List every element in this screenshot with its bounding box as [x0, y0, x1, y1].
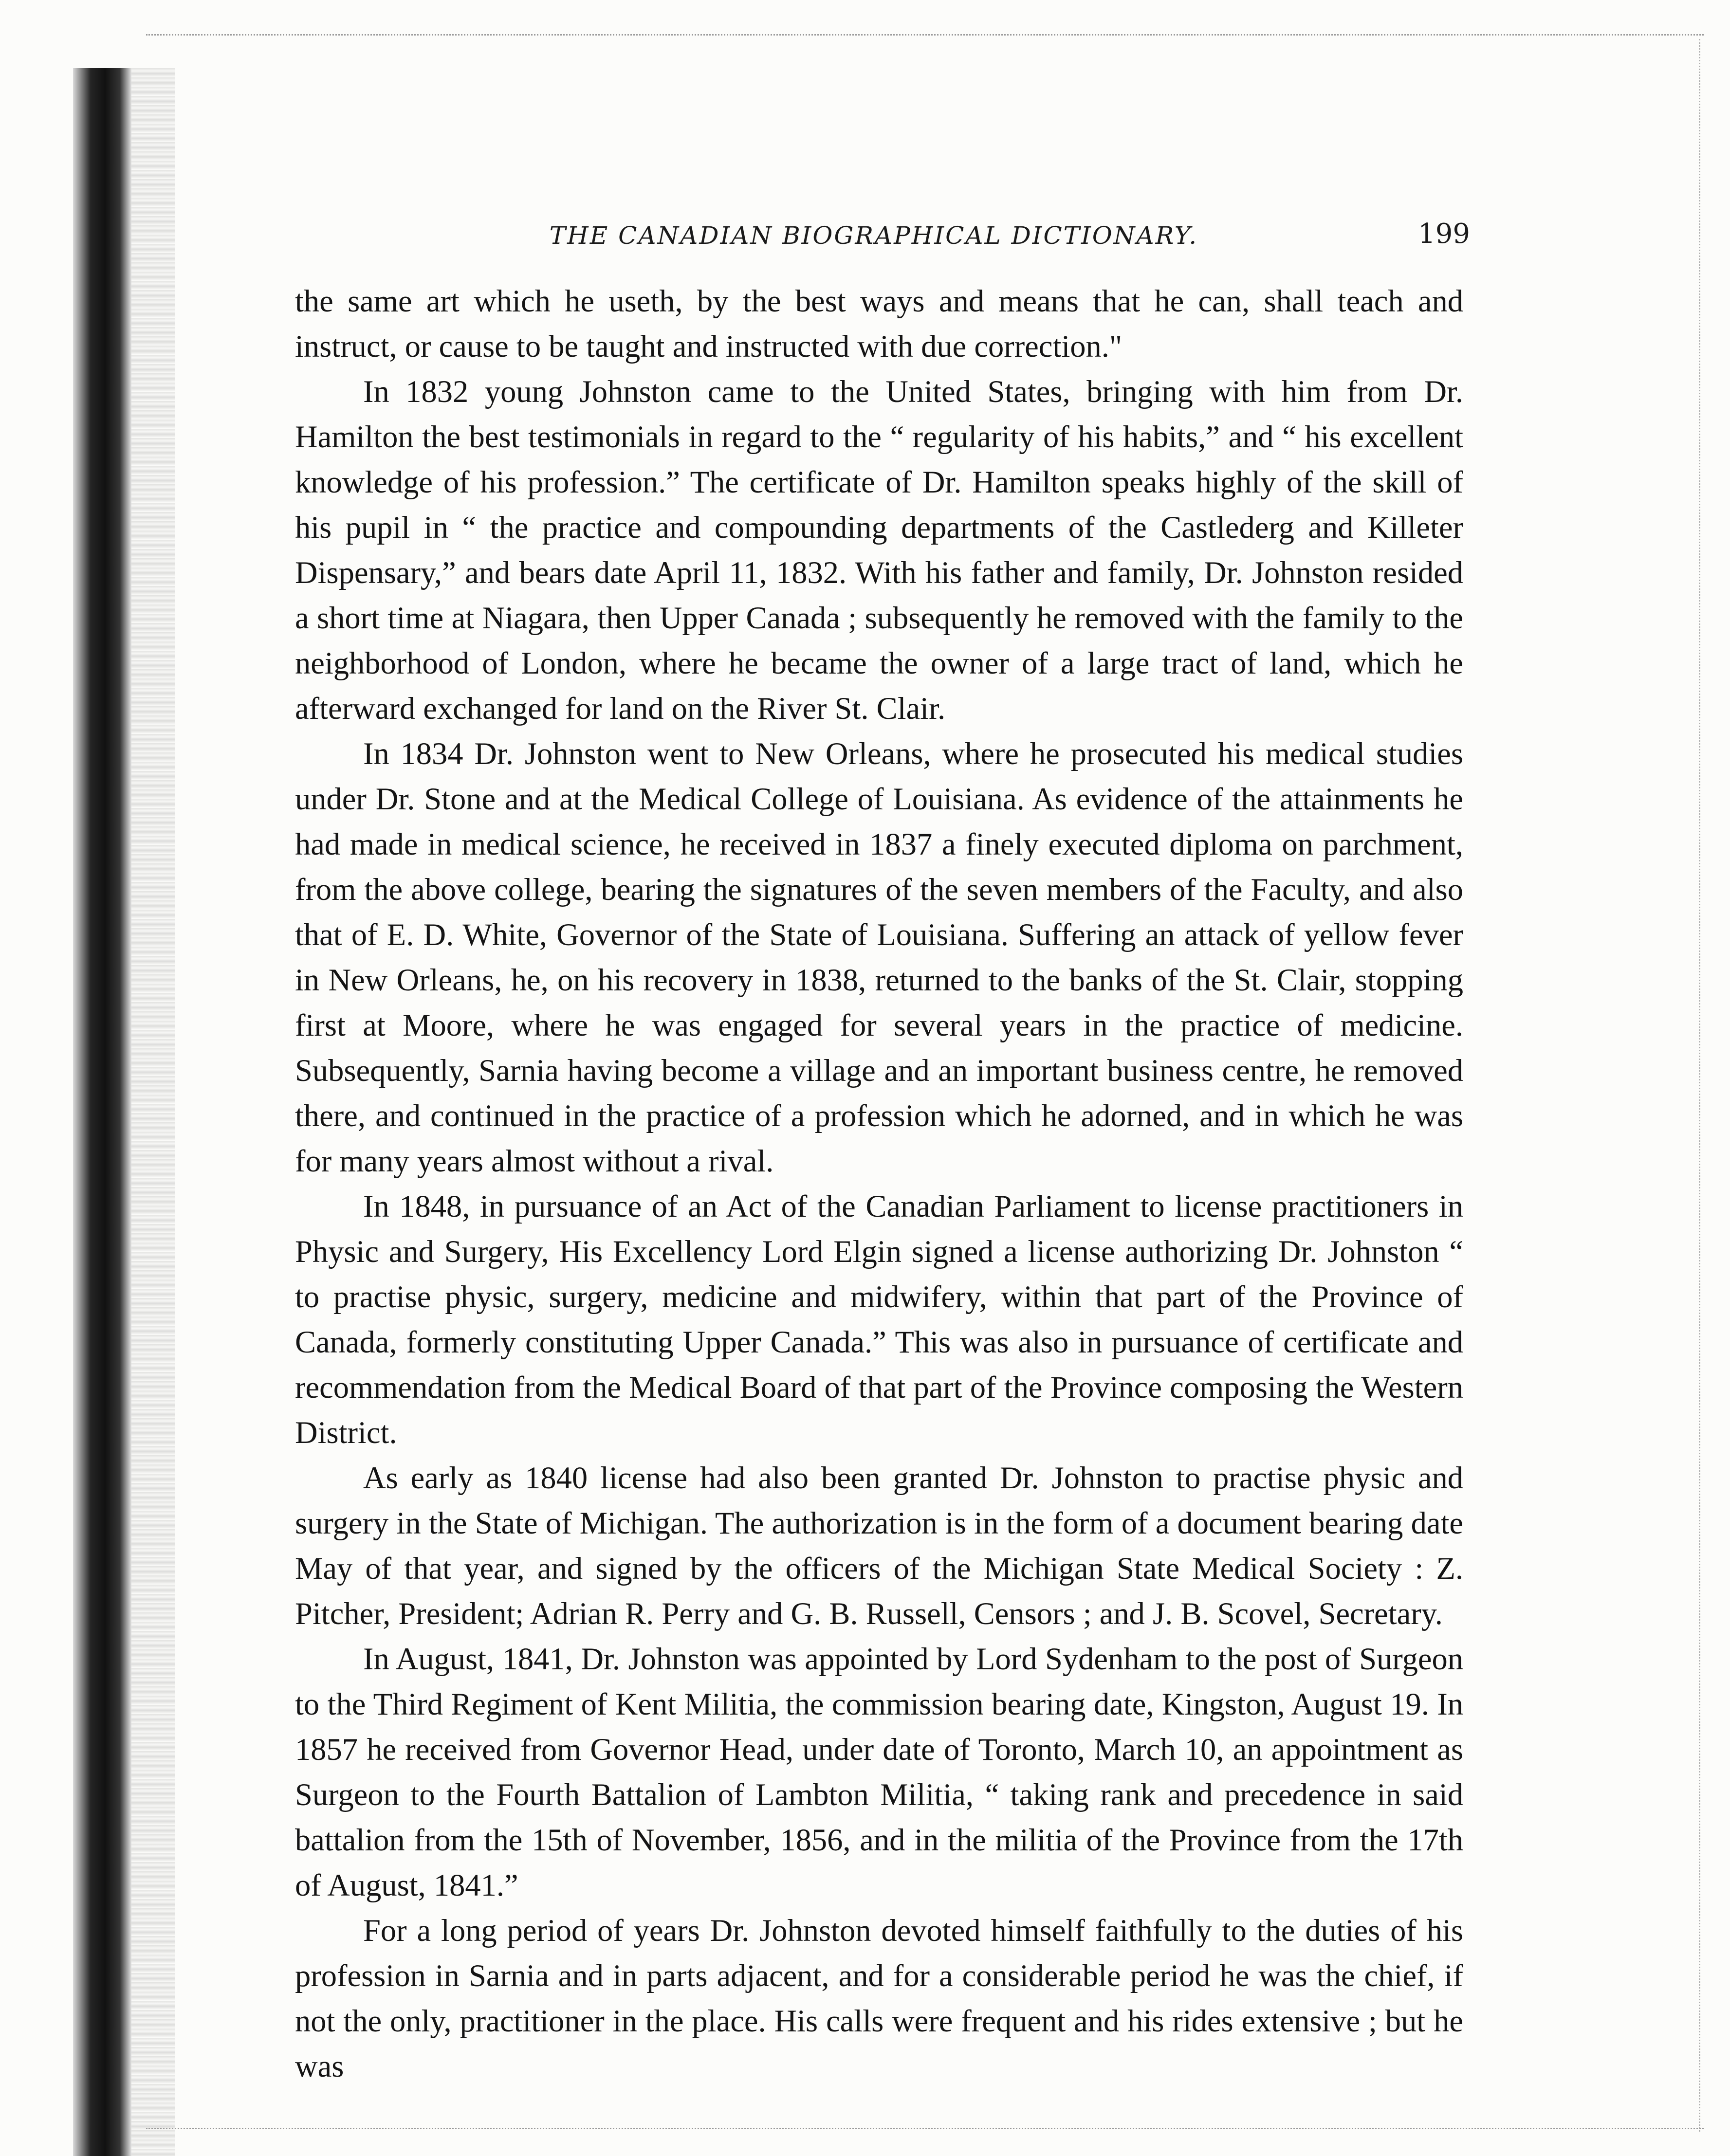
paragraph: In 1848, in pursuance of an Act of the Canadian Parliament to license practitioners in Physic and Surgery, His Excellency Lord Elgin signed a license authorizing Dr. Johnston “ to practise physic, surgery, medicine and midwifery, within that part of the Province of Canada, formerly constituting Upper Canada.” This was also in pursuance of certificate and recommendation from the Medical Board of that part of the Province composing the Western District.: [295, 1189, 1463, 1450]
page-number: 199: [1418, 218, 1470, 250]
paragraph: As early as 1840 license had also been granted Dr. Johnston to practise physic and surgery in the State of Michigan. The authorization is in the form of a document bearing date May of that year, and signed by the officers of the Michigan State Medical Society : Z. Pitcher, President; Adrian R. Perry and G. B. Russell, Censors ; and J. B. Scovel, Secretary.: [295, 1461, 1463, 1631]
binding-shadow: [131, 68, 175, 2156]
scan-top-edge: [146, 34, 1704, 40]
paragraph: For a long period of years Dr. Johnston devoted himself faithfully to the duties of his profession in Sarnia and in parts adjacent, and for a considerable period he was the chief, if not the only, practitioner in the place. His calls were frequent and his rides extensive ; but he was: [295, 1913, 1463, 2083]
paragraph: In August, 1841, Dr. Johnston was appointed by Lord Sydenham to the post of Surgeon to the Third Regiment of Kent Militia, the commission bearing date, Kingston, August 19. In 1857 he received from Governor Head, under date of Toronto, March 10, an appointment as Surgeon to the Fourth Battalion of Lambton Militia, “ taking rank and precedence in said battalion from the 15th of November, 1856, and in the militia of the Province from the 17th of August, 1841.”: [295, 1642, 1463, 1902]
body-text: [295, 278, 1463, 2089]
paragraph: In 1832 young Johnston came to the United States, bringing with him from Dr. Hamilton the best testimonials in regard to the “ regularity of his habits,” and “ his excellent knowledge of his profession.” The certificate of Dr. Hamilton speaks highly of the skill of his pupil in “ the practice and compounding departments of the Castlederg and Killeter Dispensary,” and bears date April 11, 1832. With his father and family, Dr. Johnston resided a short time at Niagara, then Upper Canada ; subsequently he removed with the family to the neighborhood of London, where he became the owner of a large tract of land, which he afterward exchanged for land on the River St. Clair.: [295, 374, 1463, 726]
paragraph: In 1834 Dr. Johnston went to New Orleans, where he prosecuted his medical studies under Dr. Stone and at the Medical College of Louisiana. As evidence of the attainments he had made in medical science, he received in 1837 a finely executed diploma on parchment, from the above college, bearing the signatures of the seven members of the Faculty, and also that of E. D. White, Governor of the State of Louisiana. Suffering an attack of yellow fever in New Orleans, he, on his recovery in 1838, returned to the banks of the St. Clair, stopping first at Moore, where he was engaged for several years in the practice of medicine. Subsequently, Sarnia having become a village and an important business centre, he removed there, and continued in the practice of a profession which he adorned, and in which he was for many years almost without a rival.: [295, 736, 1463, 1178]
scan-bottom-edge: [146, 2128, 1704, 2134]
running-head: THE CANADIAN BIOGRAPHICAL DICTIONARY.: [549, 221, 1198, 250]
paragraph-continued: the same art which he useth, by the best ways and means that he can, shall teach and instruct, or cause to be taught and instructed with due correction.": [295, 284, 1463, 364]
scan-right-edge: [1699, 39, 1705, 2132]
binding-edge: [73, 68, 131, 2156]
